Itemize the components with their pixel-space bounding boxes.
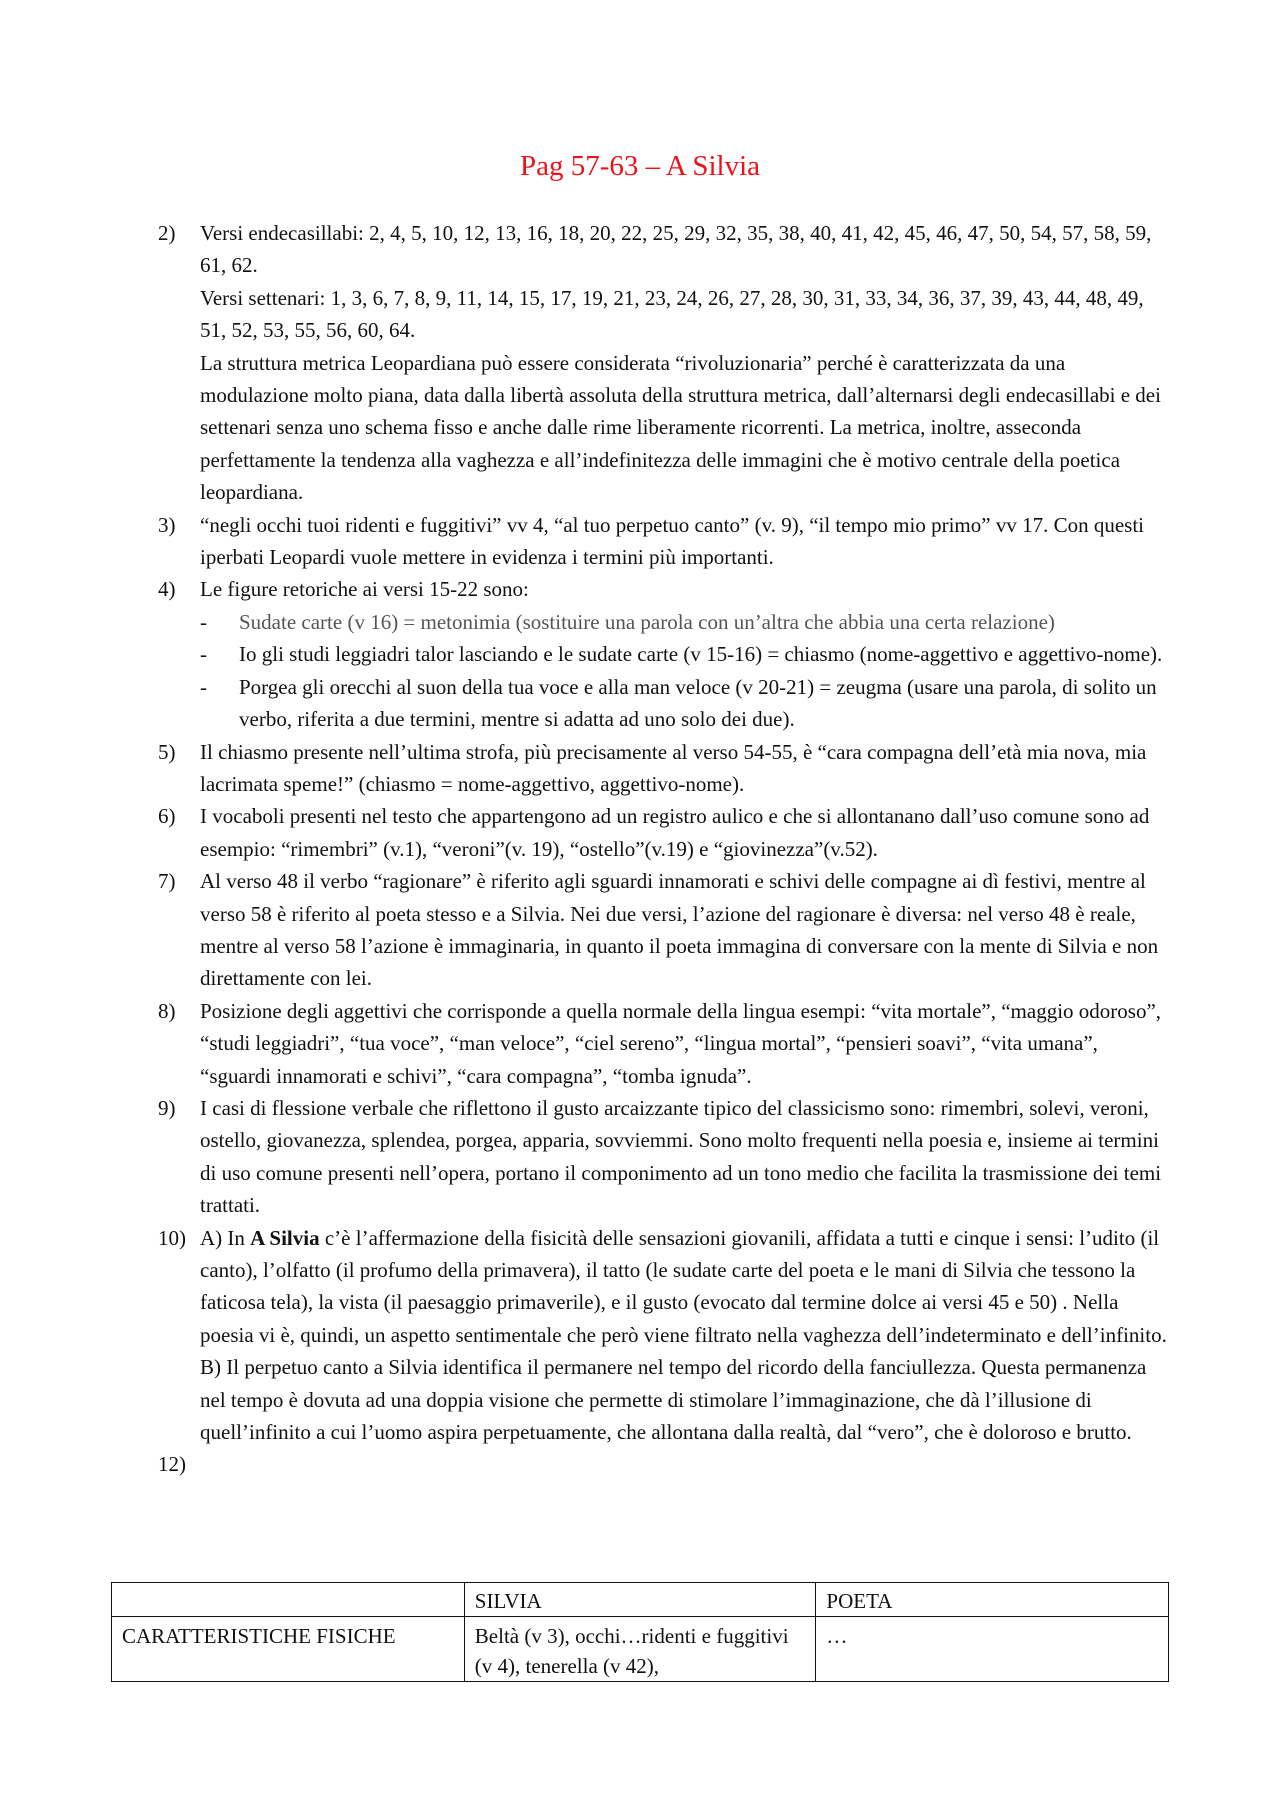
bullet-text: Io gli studi leggiadri talor lasciando e le sudate carte (v 15-16) = chiasmo (nome-aggettivo e aggettivo-nome). <box>239 642 1163 667</box>
paragraph: Le figure retoriche ai versi 15-22 sono: <box>200 577 529 602</box>
paragraph: I vocaboli presenti nel testo che appartengono ad un registro aulico e che si allontanano dall’uso comune sono ad esempio: “rimembri” (v.1), “veroni”(v. 19), “ostello”(v.19) e “giovinezza”(v.52). <box>200 804 1150 861</box>
page-title: Pag 57-63 – A Silvia <box>519 150 761 182</box>
item-number: 4) <box>158 577 176 602</box>
paragraph: Versi endecasillabi: 2, 4, 5, 10, 12, 13, 16, 18, 20, 22, 25, 29, 32, 35, 38, 40, 41, 42, 45, 46, 47, 50, 54, 57, 58, 59, 61, 62. <box>200 221 1152 278</box>
bullet-list <box>200 606 1168 736</box>
list-item <box>158 1092 1168 1222</box>
text-run: A) In <box>200 1225 251 1250</box>
list-item <box>158 736 1168 801</box>
item-number: 5) <box>158 739 176 764</box>
paragraph: Posizione degli aggettivi che corrisponde a quella normale della lingua esempi: “vita mortale”, “maggio odoroso”, “studi leggiadri”, “tua voce”, “man veloce”, “ciel sereno”, “lingua mortal”, “pensieri soavi”, “vita umana”, “sguardi innamorati e schivi”, “cara compagna”, “tomba ignuda”. <box>200 998 1162 1088</box>
bold-title: A Silvia <box>250 1225 320 1250</box>
table-row <box>112 1617 1169 1682</box>
item-number: 12) <box>158 1452 186 1477</box>
item-number: 6) <box>158 804 176 829</box>
paragraph: “negli occhi tuoi ridenti e fuggitivi” vv 4, “al tuo perpetuo canto” (v. 9), “il tempo mio primo” vv 17. Con questi iperbati Leopardi vuole mettere in evidenza i termini più importanti. <box>200 512 1144 570</box>
item-number: 10) <box>158 1225 186 1250</box>
bullet-text: Porgea gli orecchi al suon della tua voce e alla man veloce (v 20-21) = zeugma (usare una parola, di solito un verbo, riferita a due termini, mentre si adatta ad uno solo dei due). <box>239 674 1157 732</box>
item-number: 2) <box>158 221 176 245</box>
list-item <box>158 509 1168 574</box>
dash-marker: - <box>200 642 207 667</box>
comparison-table <box>111 1582 1169 1682</box>
list-item <box>158 865 1168 995</box>
bullet-item <box>200 671 1168 736</box>
table-header-row <box>112 1583 1169 1617</box>
item-number: 7) <box>158 869 176 894</box>
list-item <box>158 1222 1168 1449</box>
paragraph: Al verso 48 il verbo “ragionare” è riferito agli sguardi innamorati e schivi delle compagne ai dì festivi, mentre al verso 58 è riferito al poeta stesso e a Silvia. Nei due versi, l’azione del ragionare è diversa: nel verso 48 è reale, mentre al verso 58 l’azione è immaginaria, in quanto il poeta immagina di conversare con la mente di Silvia e non direttamente con lei. <box>200 869 1159 991</box>
dash-marker: - <box>200 609 207 634</box>
paragraph-b: B) Il perpetuo canto a Silvia identifica il permanere nel tempo del ricordo della fanciullezza. Questa permanenza nel tempo è dovuta ad una doppia visione che permette di stimolare l’immaginazione, che dà l’illusione di quell’infinito a cui l’uomo aspira perpetuamente, che allontana dalla realtà, dal “vero”, che è doloroso e brutto. <box>200 1355 1147 1445</box>
answers-list <box>158 217 1168 1481</box>
bullet-item <box>200 638 1168 670</box>
paragraph: Il chiasmo presente nell’ultima strofa, più precisamente al verso 54-55, è “cara compagna dell’età mia nova, mia lacrimata speme!” (chiasmo = nome-aggettivo, aggettivo-nome). <box>200 739 1147 796</box>
bullet-item <box>200 606 1168 638</box>
paragraph: I casi di flessione verbale che riflettono il gusto arcaizzante tipico del classicismo sono: rimembri, solevi, veroni, ostello, giovanezza, splendea, porgea, apparia, sovviemmi. Sono molto frequenti nella poesia e, insieme ai termini di uso comune presenti nell’opera, portano il componimento ad un tono medio che facilita la trasmissione dei temi trattati. <box>200 1095 1162 1218</box>
table-cell: Beltà (v 3), occhi…ridenti e fuggitivi (v 4), tenerella (v 42), <box>464 1617 816 1682</box>
list-item <box>158 800 1168 865</box>
item-number: 9) <box>158 1095 176 1120</box>
table-cell: CARATTERISTICHE FISICHE <box>112 1617 465 1682</box>
table-header-cell <box>112 1583 465 1617</box>
dash-marker: - <box>200 674 207 699</box>
paragraph: La struttura metrica Leopardiana può essere considerata “rivoluzionaria” perché è caratterizzata da una modulazione molto piana, data dalla libertà assoluta della struttura metrica, dall’alternarsi degli endecasillabi e dei settenari senza uno schema fisso e anche dalle rime liberamente ricorrenti. La metrica, inoltre, asseconda perfettamente la tendenza alla vaghezza e all’indefinitezza delle immagini che è motivo centrale della poetica leopardiana. <box>200 350 1161 505</box>
list-item <box>158 573 1168 735</box>
list-item <box>158 995 1168 1092</box>
table-cell: … <box>816 1617 1169 1682</box>
table-header-cell: POETA <box>816 1583 1169 1617</box>
table-header-cell: SILVIA <box>464 1583 816 1617</box>
list-item <box>158 1448 1168 1480</box>
item-number: 8) <box>158 998 176 1023</box>
paragraph-a <box>200 1222 1168 1352</box>
bullet-text: Sudate carte (v 16) = metonimia (sostituire una parola con un’altra che abbia una certa relazione) <box>239 609 1055 634</box>
paragraph: Versi settenari: 1, 3, 6, 7, 8, 9, 11, 14, 15, 17, 19, 21, 23, 24, 26, 27, 28, 30, 31, 33, 34, 36, 37, 39, 43, 44, 48, 49, 51, 52, 53, 55, 56, 60, 64. <box>200 285 1144 343</box>
item-number: 3) <box>158 512 176 537</box>
list-item <box>158 217 1168 509</box>
text-run: c’è l’affermazione della fisicità delle sensazioni giovanili, affidata a tutti e cinque i sensi: l’udito (il canto), l’olfatto (il profumo della primavera), il tatto (le sudate carte del poeta e le mani di Silvia che tessono la faticosa tela), la vista (il paesaggio primaverile), e il gusto (evocato dal termine dolce ai versi 45 e 50) . Nella poesia vi è, quindi, un aspetto sentimentale che però viene filtrato nella vaghezza dell’indeterminato e dell’infinito. <box>200 1225 1167 1347</box>
